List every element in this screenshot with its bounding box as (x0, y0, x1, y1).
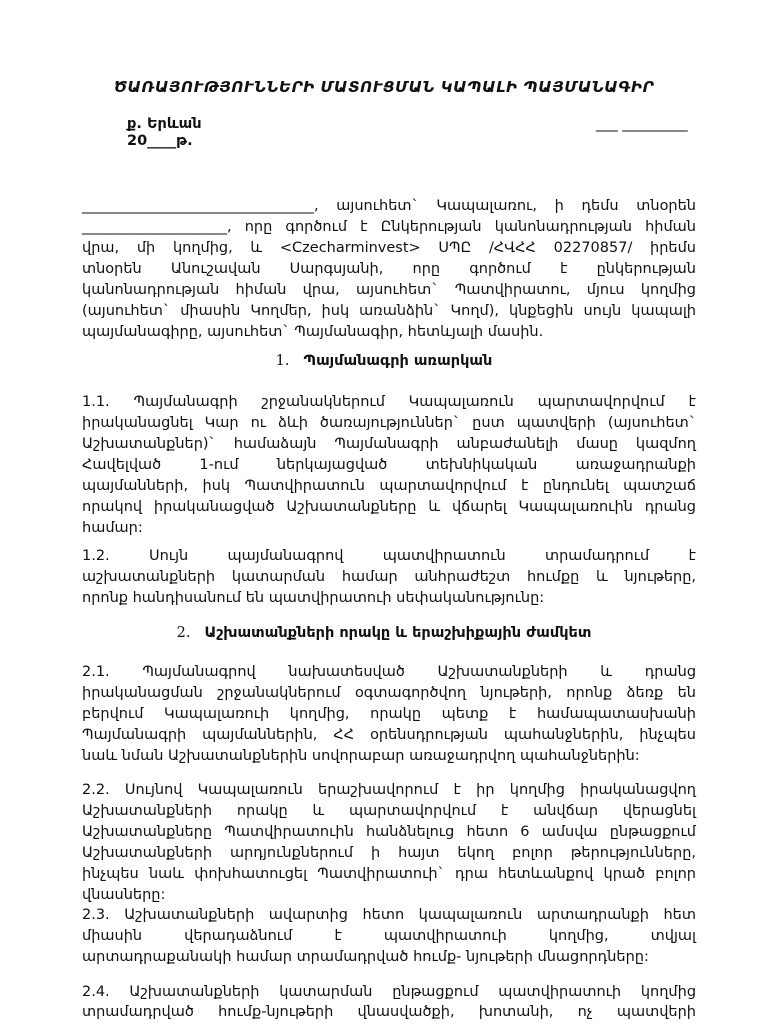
clause-line: համար: (82, 520, 143, 536)
clause-line: 2.1. Պայմանագրով նախատեսված Աշխատանքների և դրանց (82, 664, 696, 680)
section-heading (0, 353, 768, 369)
clause-line: ինչպես նաև փոխհատուցել Պատվիրատուի` դրա հետևանքով կրած բոլոր (82, 866, 696, 882)
document-title: ԾԱՌԱՅՈՒԹՅՈՒՆՆԵՐԻ ՄԱՏՈՒՑՄԱՆ ԿԱՊԱԼԻ ՊԱՅՄԱՆԱԳԻՐ (113, 78, 655, 96)
clause-line: իրականացման շրջանակներում օգտագործվող նյութերի, որոնք ձեռք են (82, 685, 696, 701)
clause-line: արտադրաքանակի համար տրամադրված հումք- նյութերի մնացորդները: (82, 949, 649, 965)
parties-line: ____________________, որը գործում է Ընկերության կանոնադրության հիման (82, 219, 696, 235)
section-title: Աշխատանքների որակը և երաշխիքային ժամկետ (204, 625, 592, 641)
parties-line: (այսուհետ` միասին Կողմեր, իսկ առանձին` Կողմ), կնքեցին սույն կապալի (82, 303, 696, 319)
clause-line: 1.2. Սույն պայմանագրով պատվիրատուն տրամադրում է (82, 548, 696, 564)
section-number: 1. (275, 353, 290, 369)
parties-line: ________________________________, այսուհետ` Կապալառու, ի դեմս տնօրեն (82, 198, 696, 214)
clause-line: 2.2. Սույնով Կապալառուն երաշխավորում է իր կողմից իրականացվող (82, 782, 696, 798)
city-label: ք. Երևան (127, 116, 202, 132)
clause-line: աշխատանքների կատարման համար անհրաժեշտ հումքը և նյութերը, (82, 569, 696, 585)
clause-line: իրականացնել Կար ու ձևի ծառայություններ` ըստ պատվերի (այսուհետ` (82, 415, 696, 431)
clause-line: միասին վերադաձնում է պատվիրատուի կողմից, տվյալ (82, 928, 696, 944)
clause-line: Աշխատանքների արդյունքներում ի հայտ եկող բոլոր թերությունները, (82, 845, 696, 861)
clause-line: Աշխատանքներ)` համաձայն Պայմանագրի անբաժանելի մասը կազմող (82, 436, 696, 452)
clause-line: պայմանների, իսկ Պատվիրատուն պարտավորվում է ընդունել պատշաճ (82, 478, 696, 494)
section-heading (0, 625, 768, 641)
section-number: 2. (176, 625, 191, 641)
year-line: 20____թ. (127, 133, 193, 149)
clause-line: 1.1. Պայմանագրի շրջանակներում Կապալառուն պարտավորվում է (82, 394, 696, 410)
parties-line: պայմանագիրը, այսուհետ` Պայմանագիր, հետևյալի մասին. (82, 324, 544, 340)
clause-line: Հավելված 1-ում ներկայացված տեխնիկական առաջադրանքի (82, 457, 696, 473)
clause-line: 2.4. Աշխատանքների կատարման ընթացքում պատվիրատուի կողմից (82, 984, 696, 1000)
clause-line: տրամադրված հումք-նյութերի վնասվածքի, խոտանի, ոչ պատվերի (82, 1004, 696, 1020)
clause-line: բերվում Կապալառուի կողմից, որակը պետք է համապատասխանի (82, 706, 696, 722)
section-title: Պայմանագրի առարկան (303, 353, 493, 369)
clause-line: Աշխատանքների որակը և պարտավորվում է անվճար վերացնել (82, 803, 696, 819)
parties-line: վրա, մի կողմից, և <Czecharminvest> ՍՊԸ /ՀՎՀՀ 02270857/ իրեմս (82, 240, 696, 256)
date-placeholder: ___ _________ (596, 116, 688, 132)
clause-line: նաև նման Աշխատանքներին սովորաբար առաջադրվող պահանջներին: (82, 748, 640, 764)
parties-line: կանոնադրության հիման վրա, այսուհետ` Պատվիրատու, մյուս կողմից (82, 282, 696, 298)
clause-line: 2.3. Աշխատանքների ավարտից հետո կապալառուն արտադրանքի հետ (82, 907, 696, 923)
clause-line: որակով իրականացված Աշխատանքները և վճարել Կապալառուին դրանց (82, 499, 696, 515)
clause-line: վնասները: (82, 887, 166, 903)
clause-line: որոնք հանդիսանում են պատվիրատուի սեփականությունը: (82, 590, 545, 606)
clause-line: Պայմանագրի պայմաններին, ՀՀ օրենսդրության պահանջներին, ինչպես (82, 727, 696, 743)
clause-line: Աշխատանքները Պատվիրատուին հանձնելուց հետո 6 ամսվա ընթացքում (82, 824, 696, 840)
parties-line: տնօրեն Անուշավան Սարգսյանի, որը գործում է ընկերության (82, 261, 696, 277)
